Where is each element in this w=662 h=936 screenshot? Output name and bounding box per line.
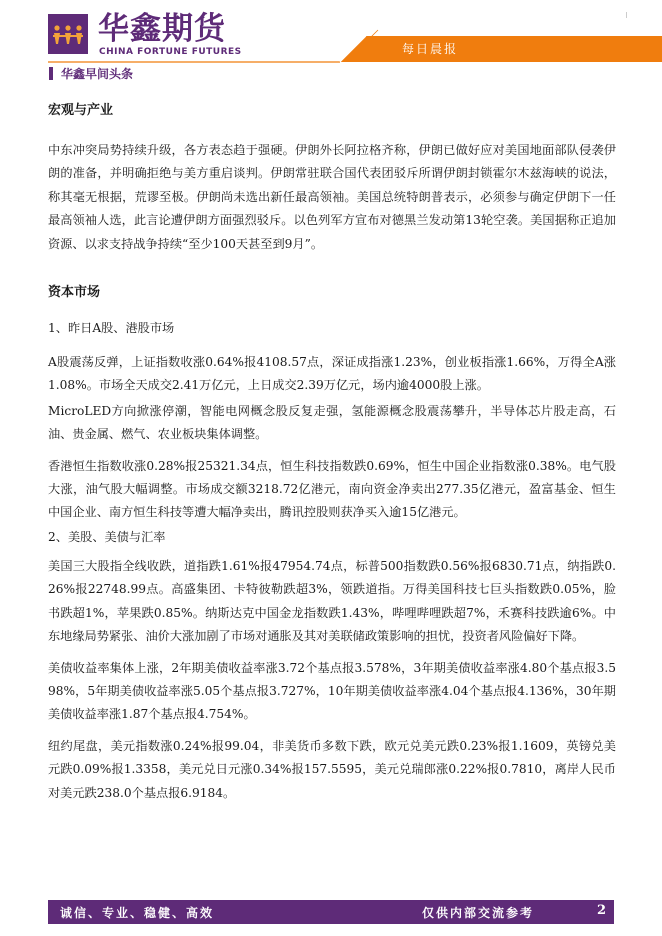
- page-number: 2: [596, 903, 606, 918]
- paragraph-a-share: A股震荡反弹，上证指数收涨0.64%报4108.57点，深证成指涨1.23%，创业板指涨1.66%，万得全A涨1.08%。市场全天成交2.41万亿元，上日成交2.39万亿元，场内逾4000股上涨。: [48, 355, 616, 393]
- logo-text-cn: 华鑫期货: [98, 11, 226, 47]
- paragraph-us-treasuries: 美债收益率集体上涨，2年期美债收益率涨3.72个基点报3.578%，3年期美债收益率涨4.80个基点报3.598%，5年期美债收益率涨5.05个基点报3.727%，10年期美债收益率涨4.04个基点报4.136%，30年期美债收益率涨1.87个基点报4.754%。: [48, 660, 616, 722]
- paragraph-fx: 纽约尾盘，美元指数涨0.24%报99.04，非美货币多数下跌，欧元兑美元跌0.23%报1.1609，英镑兑美元跌0.09%报1.3358，美元兑日元涨0.34%报157.5595，美元兑瑞郎涨0.22%报0.7810，离岸人民币对美元跌238.0个基点报6.9184。: [48, 738, 616, 800]
- paragraph-macro: 中东冲突局势持续升级，各方表态趋于强硬。伊朗外长阿拉格齐称，伊朗已做好应对美国地面部队侵袭伊朗的准备，并明确拒绝与美方重启谈判。伊朗常驻联合国代表团驳斥所谓伊朗封锁霍尔木兹海峡的说法，称其毫无根据，荒谬至极。伊朗尚未选出新任最高领袖。美国总统特朗普表示，必须参与确定伊朗下一任最高领袖人选，此言论遭伊朗方面强烈驳斥。以色列军方宣布对德黑兰发动第13轮空袭。美国据称正追加资源、以求支持战争持续“至少100天甚至到9月”。: [48, 143, 616, 251]
- article-body: [48, 95, 616, 805]
- footer-slogan: 诚信、专业、稳健、高效: [60, 906, 215, 920]
- heading-macro: 宏观与产业: [48, 103, 114, 118]
- subheading-us-markets: 2、美股、美债与汇率: [48, 529, 166, 544]
- report-type-label: 每日晨报: [402, 42, 459, 56]
- paragraph-us-stocks: 美国三大股指全线收跌，道指跌1.61%报47954.74点，标普500指数跌0.56%报6830.71点，纳指跌0.26%报22748.99点。高盛集团、卡特彼勒跌超3%，领跌道指。万得美国科技七巨头指数跌0.05%，脸书跌超1%，苹果跌0.85%。纳斯达克中国金龙指数跌1.43%，哔哩哔哩跌超7%，禾赛科技跌逾6%。中东地缘局势紧张、油价大涨加剧了市场对通胀及其对美联储政策影响的担忧，投资者风险偏好下降。: [48, 558, 616, 644]
- section-marker: [49, 67, 53, 80]
- footer-notice: 仅供内部交流参考: [422, 906, 535, 920]
- section-title: 华鑫早间头条: [61, 67, 134, 81]
- footer-bar: [48, 900, 614, 924]
- paragraph-hk-market: 香港恒生指数收涨0.28%报25321.34点，恒生科技指数跌0.69%，恒生中国企业指数涨0.38%。电气股大涨，油气股大幅调整。市场成交额3218.72亿港元，南向资金净卖出277.35亿港元，盈富基金、恒生中国企业、南方恒生科技等遭大幅净卖出，腾讯控股则获净买入逾15亿港元。: [48, 458, 616, 520]
- subheading-a-hk-markets: 1、昨日A股、港股市场: [48, 321, 175, 336]
- heading-capital-market: 资本市场: [48, 285, 101, 301]
- corner-mark: [626, 12, 627, 18]
- logo-icon: [48, 14, 88, 54]
- paragraph-sectors: MicroLED方向掀涨停潮，智能电网概念股反复走强，氢能源概念股震荡攀升，半导体芯片股走高，石油、贵金属、燃气、农业板块集体调整。: [48, 403, 616, 442]
- logo-text-en: CHINA FORTUNE FUTURES: [99, 47, 242, 57]
